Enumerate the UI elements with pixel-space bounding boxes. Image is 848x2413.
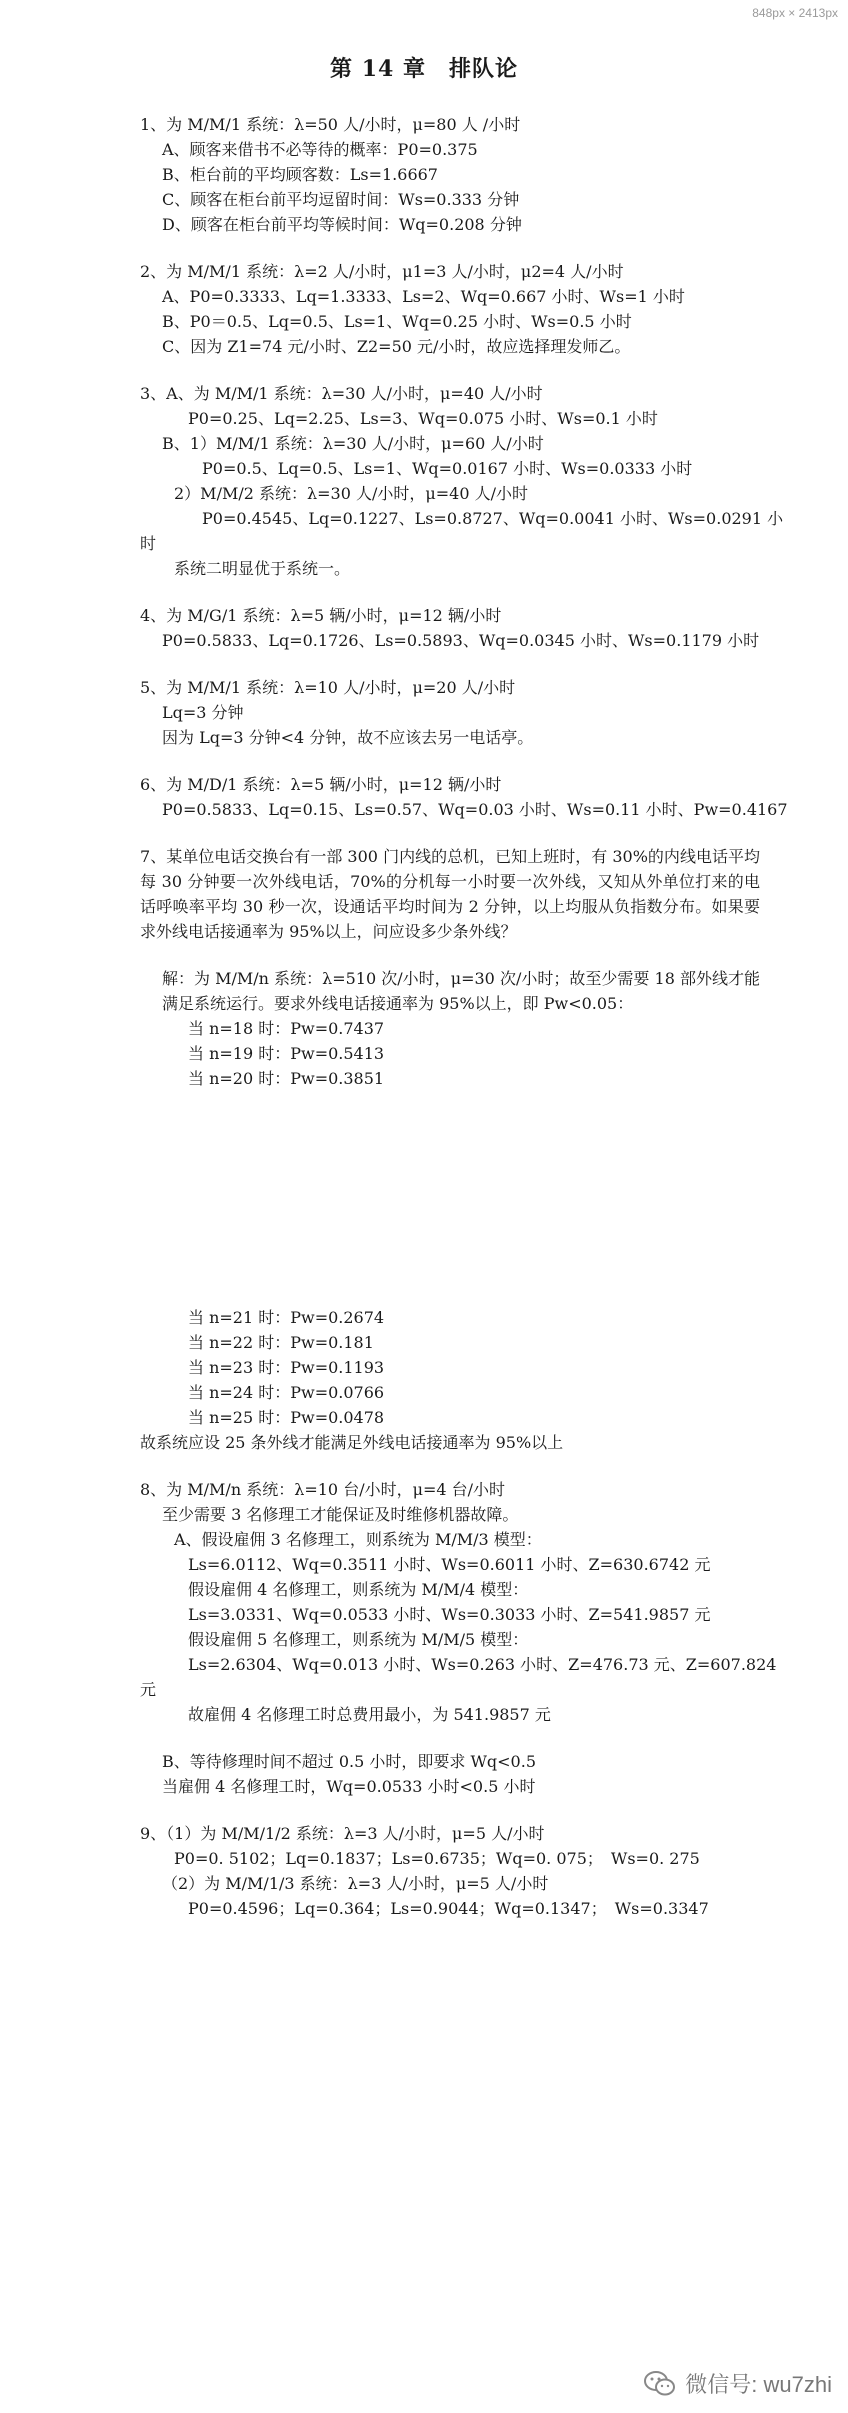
text-line: 当 n=22 时：Pw=0.181 [188,1333,374,1352]
spacer [140,750,760,772]
spacer [140,1799,760,1821]
text-line: B、1）M/M/1 系统：λ=30 人/小时，μ=60 人/小时 [162,434,544,453]
text-line: P0=0.4545、Lq=0.1227、Ls=0.8727、Wq=0.0041 小时、Ws=0.0291 小 [202,509,784,528]
text-line: 当雇佣 4 名修理工时，Wq=0.0533 小时<0.5 小时 [162,1777,536,1796]
text-line: B、等待修理时间不超过 0.5 小时，即要求 Wq<0.5 [162,1752,537,1771]
text-line: P0=0.5833、Lq=0.15、Ls=0.57、Wq=0.03 小时、Ws=0.11 小时、Pw=0.4167 [162,800,788,819]
text-line: 当 n=21 时：Pw=0.2674 [188,1308,385,1327]
text-line: B、柜台前的平均顾客数：Ls=1.6667 [162,165,438,184]
spacer [140,1727,760,1749]
text-line: Ls=6.0112、Wq=0.3511 小时、Ws=0.6011 小时、Z=630.6742 元 [188,1555,711,1574]
spacer [140,581,760,603]
text-line: 6、为 M/D/1 系统：λ=5 辆/小时，μ=12 辆/小时 [140,775,502,794]
spacer [140,359,760,381]
text-line: 当 n=18 时：Pw=0.7437 [188,1019,385,1038]
text-line: 因为 Lq=3 分钟<4 分钟，故不应该去另一电话亭。 [162,728,534,747]
text-line: Ls=2.6304、Wq=0.013 小时、Ws=0.263 小时、Z=476.73 元、Z=607.824 [188,1655,777,1674]
text-line: P0=0.5833、Lq=0.1726、Ls=0.5893、Wq=0.0345 小时、Ws=0.1179 小时 [162,631,760,650]
text-line: 4、为 M/G/1 系统：λ=5 辆/小时，μ=12 辆/小时 [140,606,502,625]
text-line: 1、为 M/M/1 系统：λ=50 人/小时，μ=80 人 /小时 [140,115,521,134]
text-line: P0=0.5、Lq=0.5、Ls=1、Wq=0.0167 小时、Ws=0.0333 小时 [202,459,693,478]
text-line: 至少需要 3 名修理工才能保证及时维修机器故障。 [162,1505,519,1524]
page-size-label: 848px × 2413px [752,6,838,20]
spacer [140,822,760,844]
wechat-icon [643,2370,677,2398]
text-line: 系统二明显优于系统一。 [174,559,351,578]
text-line: P0=0. 5102；Lq=0.1837；Ls=0.6735；Wq=0. 075； Ws=0. 275 [174,1849,700,1868]
text-line: 2）M/M/2 系统：λ=30 人/小时，μ=40 人/小时 [174,484,529,503]
text-line: 当 n=19 时：Pw=0.5413 [188,1044,385,1063]
text-line: Ls=3.0331、Wq=0.0533 小时、Ws=0.3033 小时、Z=541.9857 元 [188,1605,711,1624]
text-line: 假设雇佣 5 名修理工，则系统为 M/M/5 模型： [188,1630,529,1649]
text-line: P0=0.25、Lq=2.25、Ls=3、Wq=0.075 小时、Ws=0.1 小时 [188,409,658,428]
text-line: 当 n=25 时：Pw=0.0478 [188,1408,385,1427]
text-line: 2、为 M/M/1 系统：λ=2 人/小时，μ1=3 人/小时，μ2=4 人/小时 [140,262,624,281]
spacer [140,237,760,259]
text-line: A、假设雇佣 3 名修理工，则系统为 M/M/3 模型： [174,1530,542,1549]
text-line: 9、（1）为 M/M/1/2 系统：λ=3 人/小时，μ=5 人/小时 [140,1824,545,1843]
text-line: 当 n=24 时：Pw=0.0766 [188,1383,385,1402]
text-line: 时 [140,534,157,553]
document-body [140,112,788,1091]
text-line: D、顾客在柜台前平均等候时间：Wq=0.208 分钟 [162,215,522,234]
text-line: B、P0＝0.5、Lq=0.5、Ls=1、Wq=0.25 小时、Ws=0.5 小时 [162,312,632,331]
text-line: （2）为 M/M/1/3 系统：λ=3 人/小时，μ=5 人/小时 [162,1874,549,1893]
text-line: C、因为 Z1=74 元/小时、Z2=50 元/小时，故应选择理发师乙。 [162,337,631,356]
text-line: 解：为 M/M/n 系统：λ=510 次/小时，μ=30 次/小时；故至少需要 18 部外线才能满足系统运行。要求外线电话接通率为 95%以上，即 Pw<0.05： [162,969,760,1013]
document-body-continued [140,1305,777,1921]
spacer [140,944,760,966]
text-line: C、顾客在柜台前平均逗留时间：Ws=0.333 分钟 [162,190,520,209]
text-line: 故雇佣 4 名修理工时总费用最小，为 541.9857 元 [188,1705,551,1724]
spacer [140,1455,760,1477]
text-line: A、顾客来借书不必等待的概率：P0=0.375 [162,140,478,159]
text-line: 当 n=20 时：Pw=0.3851 [188,1069,385,1088]
text-line: 元 [140,1680,157,1699]
text-line: A、P0=0.3333、Lq=1.3333、Ls=2、Wq=0.667 小时、Ws=1 小时 [162,287,685,306]
spacer [140,653,760,675]
watermark [643,2368,832,2399]
text-line: 当 n=23 时：Pw=0.1193 [188,1358,385,1377]
text-line: 故系统应设 25 条外线才能满足外线电话接通率为 95%以上 [140,1433,564,1452]
chapter-title: 第 14 章 排队论 [330,56,518,82]
watermark-text: 微信号: wu7zhi [685,2372,832,2397]
text-line: Lq=3 分钟 [162,703,244,722]
text-line: 8、为 M/M/n 系统：λ=10 台/小时，μ=4 台/小时 [140,1480,506,1499]
text-line: 假设雇佣 4 名修理工，则系统为 M/M/4 模型： [188,1580,529,1599]
text-line: 7、某单位电话交换台有一部 300 门内线的总机，已知上班时，有 30%的内线电话平均每 30 分钟要一次外线电话，70%的分机每一小时要一次外线，又知从外单位打来的电话呼唤率平均 30 秒一次，设通话平均时间为 2 分钟，以上均服从负指数分布。如果要求外线电话接通率为 95%以上，问应设多少条外线？ [140,847,760,941]
text-line: 3、A、为 M/M/1 系统：λ=30 人/小时，μ=40 人/小时 [140,384,543,403]
text-line: 5、为 M/M/1 系统：λ=10 人/小时，μ=20 人/小时 [140,678,516,697]
text-line: P0=0.4596；Lq=0.364；Ls=0.9044；Wq=0.1347； Ws=0.3347 [188,1899,709,1918]
